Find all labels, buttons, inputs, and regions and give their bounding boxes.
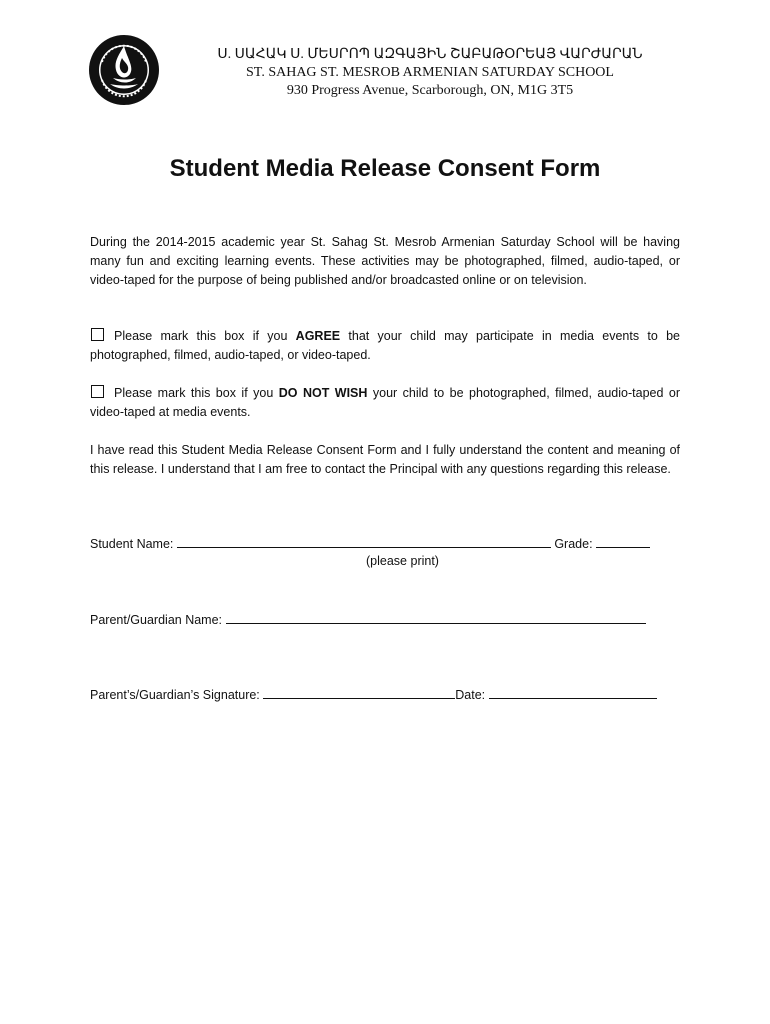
date-label: Date: [455, 688, 489, 702]
student-name-row [90, 535, 650, 551]
acknowledgement-paragraph: I have read this Student Media Release Consent Form and I fully understand the content and meaning of this release. I understand that I am free to contact the Principal with any questions regarding this release. [90, 443, 680, 476]
school-name-armenian: Ս. ՍԱՀԱԿ Ս. ՄԵՍՐՈՊ ԱԶԳԱՅԻՆ ՇԱԲԱԹՕՐԵԱՅ ՎԱՐԺԱՐԱՆ [217, 47, 643, 62]
agree-checkbox[interactable] [91, 328, 104, 341]
agree-option [90, 327, 680, 365]
school-address: 930 Progress Avenue, Scarborough, ON, M1G 3T5 [286, 83, 574, 98]
decline-option [90, 384, 680, 422]
school-header [170, 46, 690, 100]
student-name-label: Student Name: [90, 537, 177, 551]
signature-row [90, 686, 657, 702]
parent-name-row [90, 611, 646, 627]
agree-emphasis: AGREE [295, 329, 341, 343]
signature-label: Parent’s/Guardian’s Signature: [90, 688, 264, 702]
decline-text-after: your child to be photographed, filmed, audio-taped or video-taped at media events. [90, 386, 680, 419]
decline-text-before: Please mark this box if you [114, 386, 279, 400]
grade-label: Grade: [550, 537, 597, 551]
please-print-note: (please print) [366, 554, 439, 568]
agree-text-before: Please mark this box if you [114, 329, 296, 343]
school-name-english: ST. SAHAG ST. MESROB ARMENIAN SATURDAY SCHOOL [246, 65, 614, 80]
decline-emphasis: DO NOT WISH [278, 386, 368, 400]
school-logo-icon [88, 34, 160, 106]
intro-paragraph: During the 2014-2015 academic year St. Sahag St. Mesrob Armenian Saturday School will be having many fun and exciting learning events. These activities may be photographed, filmed, audio-taped, or video-taped for the purpose of being published and/or broadcasted online or on television. [90, 235, 680, 287]
student-name-field[interactable] [177, 535, 551, 548]
decline-checkbox[interactable] [91, 385, 104, 398]
parent-name-field[interactable] [226, 611, 646, 624]
date-field[interactable] [489, 686, 657, 699]
page-title: Student Media Release Consent Form [169, 155, 601, 182]
grade-field[interactable] [596, 535, 650, 548]
parent-name-label: Parent/Guardian Name: [90, 613, 226, 627]
signature-field[interactable] [263, 686, 455, 699]
agree-text-after: that your child may participate in media events to be photographed, filmed, audio-taped, or video-taped. [90, 329, 680, 362]
